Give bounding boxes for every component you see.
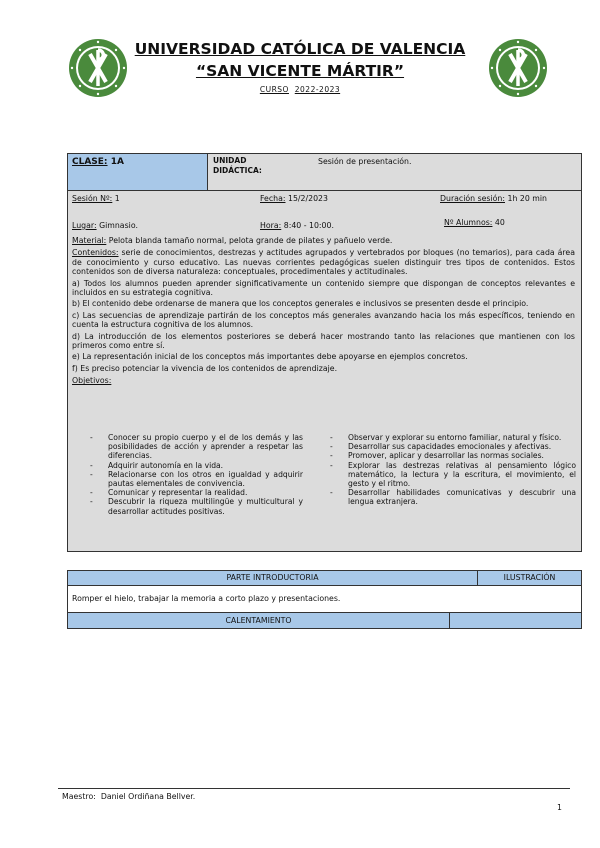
duracion-value: 1h 20 min bbox=[507, 194, 547, 203]
content-body bbox=[72, 236, 575, 386]
objetivos-right-list bbox=[328, 433, 576, 507]
clase-label: CLASE: bbox=[72, 157, 108, 167]
list-item: - Promover, aplicar y desarrollar las normas sociales. bbox=[328, 451, 576, 460]
point-d: d) La introducción de los elementos posteriores se deberá hacer mostrando tanto las relaciones que mantienen con los primeros como entre sí. bbox=[72, 331, 575, 351]
list-item: - Adquirir autonomía en la vida. bbox=[88, 461, 303, 470]
alumnos-label: Nº Alumnos: bbox=[444, 218, 493, 227]
duracion-field bbox=[440, 194, 547, 203]
list-item: - Comunicar y representar la realidad. bbox=[88, 488, 303, 497]
hora-label: Hora: bbox=[260, 221, 282, 230]
alumnos-field bbox=[444, 218, 505, 227]
list-item: - Explorar las destrezas relativas al pensamiento lógico matemático, la lectura y la escritura, el movimiento, el gesto y el ritmo. bbox=[328, 461, 576, 489]
page-number: 1 bbox=[557, 803, 562, 812]
sesion-value: 1 bbox=[114, 194, 120, 203]
contenidos-label: Contenidos: bbox=[72, 248, 119, 258]
sesion-label: Sesión Nº: bbox=[72, 194, 113, 203]
sesion-field bbox=[72, 194, 120, 203]
university-title: UNIVERSIDAD CATÓLICA DE VALENCIA bbox=[134, 40, 466, 58]
point-c: c) Las secuencias de aprendizaje partirán de los conceptos más generales avanzando hacia los más específicos, teniendo en cuenta la estructura cognitiva de los alumnos. bbox=[72, 310, 575, 330]
fecha-field bbox=[260, 194, 328, 203]
hora-value: 8:40 - 10:00. bbox=[283, 221, 334, 230]
calentamiento-header: CALENTAMIENTO bbox=[67, 612, 450, 629]
hora-field bbox=[260, 221, 334, 230]
list-item: - Conocer su propio cuerpo y el de los demás y las posibilidades de acción y aprender a respetar las diferencias. bbox=[88, 433, 303, 461]
list-item: - Desarrollar sus capacidades emocionales y afectivas. bbox=[328, 442, 576, 451]
objetivos-label: Objetivos: bbox=[72, 376, 112, 386]
footer-divider bbox=[58, 788, 570, 789]
unidad-value: Sesión de presentación. bbox=[318, 157, 412, 166]
list-item: - Observar y explorar su entorno familiar, natural y físico. bbox=[328, 433, 576, 442]
point-e: e) La representación inicial de los conceptos más importantes debe apoyarse en ejemplos concretos. bbox=[72, 352, 468, 362]
list-item: - Desarrollar habilidades comunicativas y descubrir una lengua extranjera. bbox=[328, 488, 576, 506]
unidad-label: UNIDAD DIDÁCTICA: bbox=[213, 156, 262, 175]
contenidos-value: serie de conocimientos, destrezas y actitudes agrupados y vertebrados por bloques (no temarios), para cada área de conocimiento y curso educativo. Las nuevas corrientes pedagógicas suelen distinguir tres tipos de contenidos. Estos contenidos son de diversa naturaleza: conceptuales, procedimentales y actitudinales. bbox=[72, 248, 575, 277]
lugar-label: Lugar: bbox=[72, 221, 97, 230]
duracion-label: Duración sesión: bbox=[440, 194, 505, 203]
list-item: - Descubrir la riqueza multilingüe y multicultural y desarrollar actitudes positivas. bbox=[88, 497, 303, 515]
contenidos-paragraph bbox=[72, 248, 575, 276]
maestro-name: Daniel Ordiñana Bellver. bbox=[100, 792, 196, 801]
list-item: - Relacionarse con los otros en igualdad y adquirir pautas elementales de convivencia. bbox=[88, 470, 303, 488]
material-label: Material: bbox=[72, 236, 107, 245]
maestro-line bbox=[62, 792, 195, 801]
clase-value: 1A bbox=[110, 157, 124, 167]
material-value: Pelota blanda tamaño normal, pelota grande de pilates y pañuelo verde. bbox=[108, 236, 393, 245]
ilustracion-header: ILUSTRACIÓN bbox=[477, 570, 582, 586]
calentamiento-ilustracion-cell bbox=[449, 612, 582, 629]
alumnos-value: 40 bbox=[494, 218, 505, 227]
introductoria-text: Romper el hielo, trabajar la memoria a corto plazo y presentaciones. bbox=[72, 594, 341, 603]
objetivos-left-list bbox=[88, 433, 303, 516]
course-line bbox=[100, 85, 500, 94]
clase-cell bbox=[67, 153, 208, 191]
maestro-label: Maestro: bbox=[62, 792, 96, 801]
university-subtitle: “SAN VICENTE MÁRTIR” bbox=[195, 62, 405, 80]
course-value: 2022-2023 bbox=[294, 85, 341, 94]
fecha-value: 15/2/2023 bbox=[287, 194, 328, 203]
lugar-field bbox=[72, 221, 138, 230]
parte-introductoria-header: PARTE INTRODUCTORIA bbox=[67, 570, 478, 586]
material-line bbox=[72, 236, 575, 245]
course-label: CURSO bbox=[259, 85, 289, 94]
lugar-value: Gimnasio. bbox=[99, 221, 138, 230]
point-f: f) Es preciso potenciar la vivencia de los contenidos de aprendizaje. bbox=[72, 363, 338, 373]
fecha-label: Fecha: bbox=[260, 194, 286, 203]
point-b: b) El contenido debe ordenarse de manera que los conceptos generales e inclusivos se presenten desde el principio. bbox=[72, 299, 529, 309]
point-a: a) Todos los alumnos pueden aprender significativamente un contenido siempre que dispongan de conceptos relevantes e incluidos en su estrategia cognitiva. bbox=[72, 278, 575, 298]
